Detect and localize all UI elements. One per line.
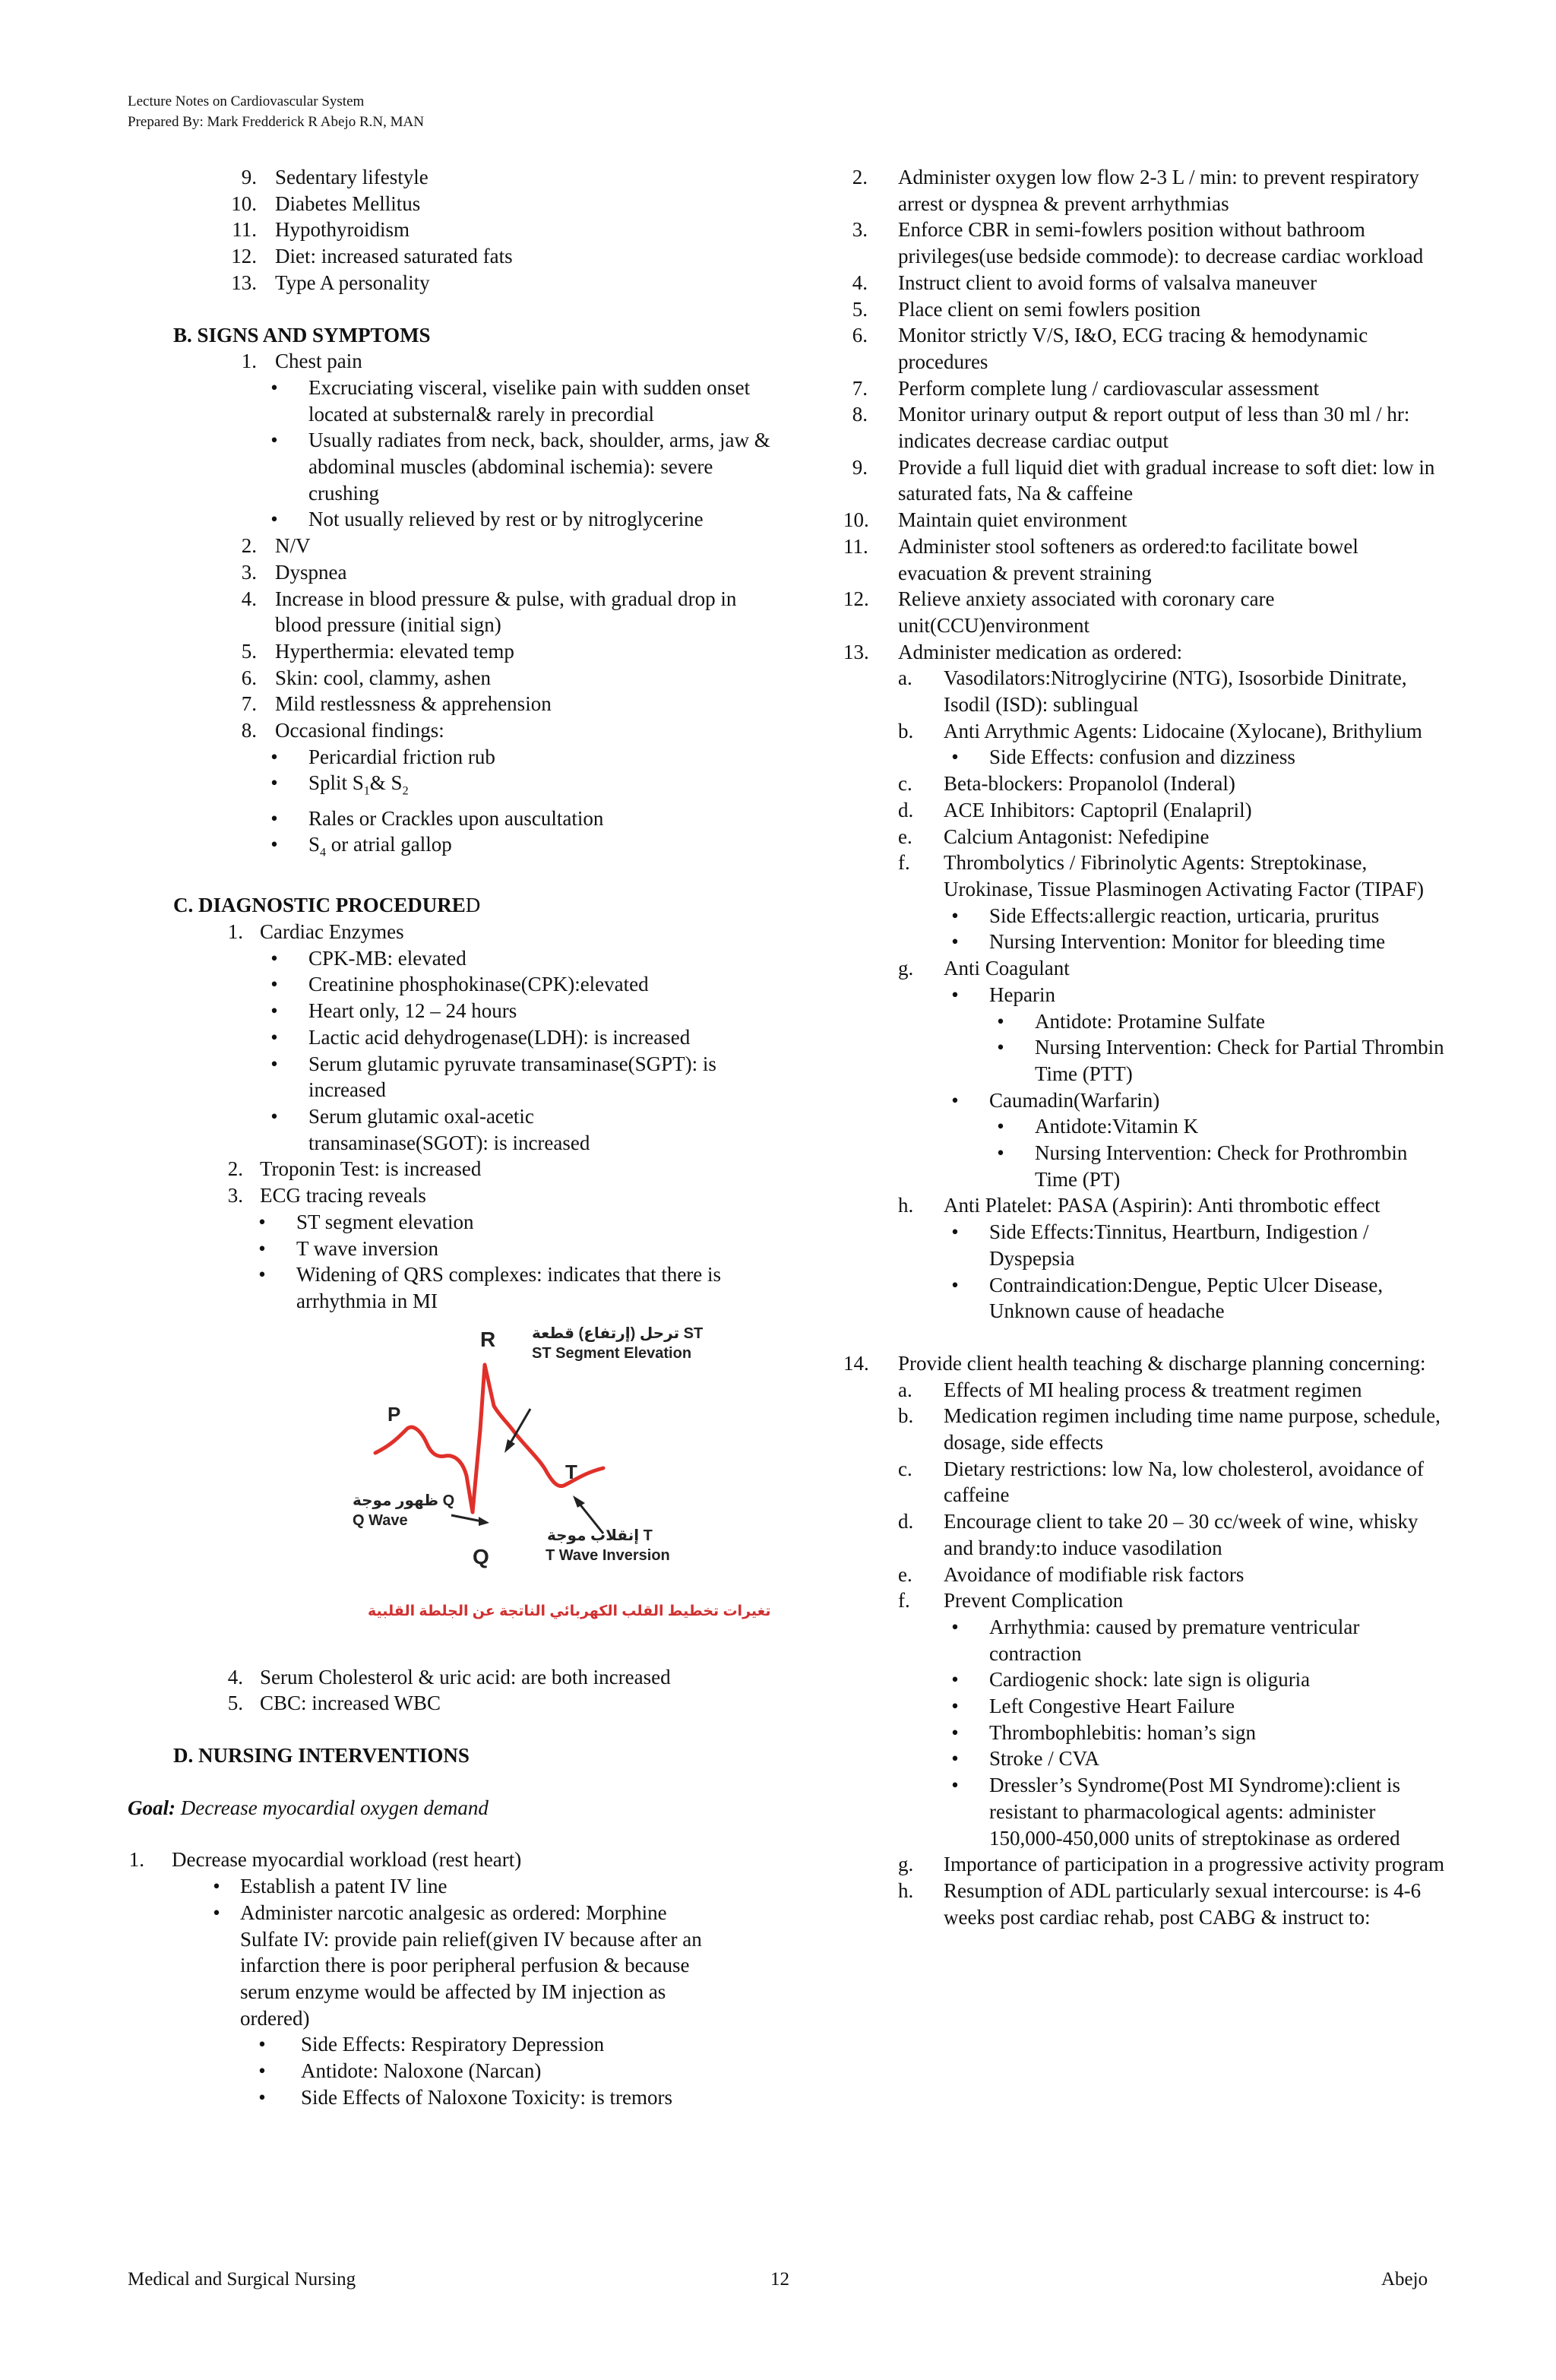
list-item: 1. Chest pain	[241, 350, 362, 373]
list-item: 2. Administer oxygen low flow 2-3 L / min: to prevent respiratory arrest or dyspnea & prevent arrhythmias	[852, 166, 1419, 215]
bullet-item: • Caumadin(Warfarin)	[843, 1087, 1451, 1114]
list-item: 3. Enforce CBR in semi-fowlers position without bathroom privileges(use bedside commode): to decrease cardiac workload	[852, 218, 1424, 268]
bullet-item: • Heparin	[843, 982, 1451, 1008]
bullet-item: • Lactic acid dehydrogenase(LDH): is increased	[128, 1024, 781, 1051]
bullet-item: • Side Effects of Naloxone Toxicity: is tremors	[128, 2084, 781, 2111]
bullet-item: • $S_4$ or atrial gallop	[128, 831, 781, 866]
bullet-item: • Widening of QRS complexes: indicates that there is arrhythmia in MI	[128, 1261, 781, 1314]
bullet-icon: •	[270, 1025, 278, 1049]
list-item: 10. Maintain quiet environment	[843, 508, 1127, 532]
bullet-icon: •	[951, 1220, 959, 1244]
ecg-label-t: T	[565, 1460, 577, 1483]
bullet-icon: •	[270, 946, 278, 970]
list-item: 4. Instruct client to avoid forms of valsalva maneuver	[852, 271, 1317, 294]
q-label-english: Q Wave	[353, 1511, 408, 1529]
list-item: 12. Relieve anxiety associated with coronary care unit(CCU)environment	[843, 587, 1275, 637]
bullet-item: • Establish a patent IV line	[128, 1873, 781, 1900]
bullet-item: • Usually radiates from neck, back, shoulder, arms, jaw & abdominal muscles (abdominal ischemia): severe crushing	[128, 427, 781, 506]
arrowhead-st	[504, 1439, 515, 1453]
list-item: 1. Cardiac Enzymes	[227, 920, 404, 944]
teach-item: d. Encourage client to take 20 – 30 cc/week of wine, whisky and brandy:to induce vasodilation	[898, 1510, 1418, 1559]
bullet-item: • Arrhythmia: caused by premature ventricular contraction	[843, 1614, 1451, 1666]
list-item: 2. N/V	[241, 534, 311, 558]
med-item: g. Anti Coagulant	[898, 957, 1070, 980]
med-item: e. Calcium Antagonist: Nefedipine	[898, 824, 1210, 848]
bullet-item: • Creatinine phosphokinase(CPK):elevated	[128, 971, 781, 998]
teach-item: a. Effects of MI healing process & treatment regimen	[898, 1378, 1362, 1401]
section-heading-diagnostic: C. DIAGNOSTIC PROCEDURED	[173, 894, 481, 917]
footer-left: Medical and Surgical Nursing	[128, 2269, 356, 2290]
teach-item: c. Dietary restrictions: low Na, low cholesterol, avoidance of caffeine	[898, 1457, 1425, 1507]
bullet-item: • Nursing Intervention: Check for Prothrombin Time (PT)	[843, 1140, 1451, 1192]
bullet-icon: •	[258, 2085, 266, 2109]
list-item: 6. Skin: cool, clammy, ashen	[241, 666, 491, 689]
page-header	[128, 91, 424, 132]
list-item: 13. Type A personality	[231, 271, 430, 294]
bullet-icon: •	[213, 1875, 220, 1898]
teach-item: b. Medication regimen including time name purpose, schedule, dosage, side effects	[898, 1404, 1441, 1454]
goal-statement: Goal: Decrease myocardial oxygen demand	[128, 1796, 489, 1819]
bullet-item: • Serum glutamic oxal-acetic transaminase(SGOT): is increased	[128, 1103, 781, 1156]
list-item: 7. Mild restlessness & apprehension	[241, 692, 552, 716]
st-label-english: ST Segment Elevation	[532, 1344, 692, 1362]
footer-right: Abejo	[1381, 2269, 1428, 2290]
ecg-mi-figure	[353, 1324, 824, 1658]
arrow-q	[451, 1515, 482, 1521]
list-item: 11. Hypothyroidism	[232, 218, 410, 242]
bullet-icon: •	[258, 1263, 266, 1287]
bullet-item: • Rales or Crackles upon auscultation	[128, 805, 781, 832]
bullet-icon: •	[258, 1210, 266, 1233]
bullet-icon: •	[951, 1774, 959, 1797]
list-item: 3. ECG tracing reveals	[227, 1184, 426, 1207]
bullet-item: • Left Congestive Heart Failure	[843, 1693, 1451, 1720]
bullet-icon: •	[951, 1747, 959, 1771]
list-item: 12. Diet: increased saturated fats	[231, 245, 513, 268]
bullet-icon: •	[951, 745, 959, 769]
list-item: 13. Administer medication as ordered:	[843, 640, 1183, 663]
med-item: b. Anti Arrythmic Agents: Lidocaine (Xylocane), Brithylium	[898, 719, 1422, 742]
bullet-icon: •	[270, 1104, 278, 1128]
bullet-icon: •	[997, 1141, 1004, 1165]
med-item: c. Beta-blockers: Propanolol (Inderal)	[898, 772, 1235, 796]
bullet-icon: •	[951, 1720, 959, 1744]
bullet-item: • Excruciating visceral, viselike pain with sudden onset located at substernal& rarely in precordial	[128, 375, 781, 427]
st-label-arabic: ترحل (إرتفاع) قطعة ST	[532, 1325, 704, 1342]
t-label-arabic: إنقلاب موجة T	[547, 1527, 653, 1544]
bullet-item: • Side Effects:allergic reaction, urticaria, pruritus	[843, 903, 1451, 929]
list-item: 5. CBC: increased WBC	[227, 1692, 441, 1715]
med-item: h. Anti Platelet: PASA (Aspirin): Anti thrombotic effect	[898, 1194, 1380, 1217]
list-item: 10. Diabetes Mellitus	[231, 191, 421, 215]
bullet-icon: •	[270, 508, 278, 531]
bullet-item: • Side Effects: confusion and dizziness	[843, 744, 1451, 771]
header-line-2: Prepared By: Mark Fredderick R Abejo R.N, MAN	[128, 114, 424, 130]
q-label-arabic: ظهور موجة Q	[353, 1492, 455, 1509]
bullet-icon: •	[270, 771, 278, 795]
list-item: 8. Monitor urinary output & report output of less than 30 ml / hr: indicates decrease cardiac output	[852, 403, 1410, 453]
list-item: 7. Perform complete lung / cardiovascular assessment	[852, 376, 1320, 400]
bullet-icon: •	[951, 904, 959, 927]
bullet-item: • Heart only, 12 – 24 hours	[128, 998, 781, 1024]
bullet-item: • Serum glutamic pyruvate transaminase(SGPT): is increased	[128, 1051, 781, 1103]
bullet-item: • Pericardial friction rub	[128, 744, 781, 771]
teach-item: h. Resumption of ADL particularly sexual intercourse: is 4-6 weeks post cardiac rehab, post CABG & instruct to:	[898, 1879, 1422, 1929]
bullet-item: • Nursing Intervention: Check for Partial Thrombin Time (PTT)	[843, 1034, 1451, 1087]
bullet-item: • Administer narcotic analgesic as ordered: Morphine Sulfate IV: provide pain relief(given IV because after an infarction there is poor peripheral perfusion & because serum enzyme would be affected by IM injection as ordered)	[128, 1900, 781, 2032]
list-item: 11. Administer stool softeners as ordered:to facilitate bowel evacuation & prevent straining	[843, 534, 1358, 584]
bullet-icon: •	[270, 999, 278, 1023]
ecg-label-q: Q	[473, 1544, 489, 1568]
bullet-icon: •	[951, 983, 959, 1006]
list-item: 1. Decrease myocardial workload (rest heart)	[128, 1848, 522, 1872]
bullet-item: • Thrombophlebitis: homan’s sign	[843, 1720, 1451, 1746]
bullet-item: • Antidote: Naloxone (Narcan)	[128, 2058, 781, 2084]
ecg-trace-line	[375, 1365, 603, 1512]
bullet-item: • Cardiogenic shock: late sign is oliguria	[843, 1666, 1451, 1693]
bullet-icon: •	[270, 833, 278, 856]
med-item: f. Thrombolytics / Fibrinolytic Agents: Streptokinase, Urokinase, Tissue Plasminogen Activating Factor (TIPAF)	[898, 851, 1424, 900]
bullet-item: • Antidote: Protamine Sulfate	[843, 1008, 1451, 1035]
list-item: 4. Increase in blood pressure & pulse, with gradual drop in blood pressure (initial sign)	[241, 587, 737, 637]
list-item: 8. Occasional findings:	[241, 719, 444, 742]
bullet-icon: •	[951, 1273, 959, 1296]
bullet-icon: •	[997, 1036, 1004, 1059]
bullet-item: • Side Effects: Respiratory Depression	[128, 2031, 781, 2058]
bullet-item: • ST segment elevation	[128, 1209, 781, 1236]
bullet-item: • Antidote:Vitamin K	[843, 1113, 1451, 1140]
bullet-item: • Contraindication:Dengue, Peptic Ulcer Disease, Unknown cause of headache	[843, 1272, 1451, 1325]
bullet-item: • T wave inversion	[128, 1236, 781, 1262]
teach-item: f. Prevent Complication	[898, 1589, 1124, 1613]
ecg-label-p: P	[387, 1402, 401, 1426]
t-label-english: T Wave Inversion	[546, 1546, 670, 1564]
list-item: 2. Troponin Test: is increased	[227, 1157, 482, 1181]
list-item: 9. Sedentary lifestyle	[241, 166, 429, 188]
section-heading-nursing: D. NURSING INTERVENTIONS	[173, 1744, 470, 1768]
header-line-1: Lecture Notes on Cardiovascular System	[128, 93, 365, 109]
bullet-icon: •	[258, 2033, 266, 2056]
list-item: 4. Serum Cholesterol & uric acid: are both increased	[227, 1665, 671, 1688]
list-item: 5. Place client on semi fowlers position	[852, 297, 1201, 321]
list-item: 14. Provide client health teaching & discharge planning concerning:	[843, 1351, 1426, 1375]
list-item: 6. Monitor strictly V/S, I&O, ECG tracing & hemodynamic procedures	[852, 324, 1368, 373]
page-number: 12	[770, 2269, 789, 2290]
bullet-icon: •	[997, 1009, 1004, 1033]
list-item: 3. Dyspnea	[241, 560, 347, 584]
bullet-icon: •	[258, 2059, 266, 2083]
section-heading-signs: B. SIGNS AND SYMPTOMS	[173, 323, 431, 347]
bullet-icon: •	[270, 429, 278, 452]
arrowhead-t	[573, 1495, 585, 1508]
bullet-icon: •	[270, 1052, 278, 1075]
bullet-item: • Side Effects:Tinnitus, Heartburn, Indigestion / Dyspepsia	[843, 1219, 1451, 1271]
bullet-icon: •	[270, 806, 278, 830]
bullet-icon: •	[951, 1668, 959, 1692]
bullet-icon: •	[951, 1615, 959, 1638]
list-item: 5. Hyperthermia: elevated temp	[241, 639, 514, 663]
bullet-item: • CPK-MB: elevated	[128, 945, 781, 972]
bullet-icon: •	[258, 1236, 266, 1260]
bullet-icon: •	[213, 1901, 220, 1924]
med-item: d. ACE Inhibitors: Captopril (Enalapril)	[898, 798, 1252, 821]
right-column	[843, 164, 1451, 1930]
bullet-icon: •	[951, 1695, 959, 1718]
bullet-icon: •	[270, 973, 278, 996]
teach-item: e. Avoidance of modifiable risk factors	[898, 1562, 1244, 1586]
bullet-item: • Split $S_1\&$ $S_2$	[128, 770, 781, 805]
bullet-icon: •	[270, 745, 278, 768]
ecg-label-r: R	[480, 1327, 496, 1351]
bullet-icon: •	[951, 1088, 959, 1112]
list-item: 9. Provide a full liquid diet with gradual increase to soft diet: low in saturated fats, Na & caffeine	[852, 455, 1435, 505]
arrowhead-q	[479, 1517, 489, 1526]
bullet-item: • Stroke / CVA	[843, 1745, 1451, 1772]
bullet-icon: •	[951, 930, 959, 954]
teach-item: g. Importance of participation in a progressive activity program	[898, 1853, 1445, 1876]
left-column	[128, 164, 781, 2110]
bullet-icon: •	[997, 1115, 1004, 1138]
bullet-item: • Dressler’s Syndrome(Post MI Syndrome):client is resistant to pharmacological agents: administer 150,000-450,000 units of streptokinase as ordered	[843, 1772, 1451, 1851]
bullet-item: • Nursing Intervention: Monitor for bleeding time	[843, 929, 1451, 955]
risk-factor-list	[128, 164, 781, 296]
med-item: a. Vasodilators:Nitroglycirine (NTG), Isosorbide Dinitrate, Isodil (ISD): sublingual	[898, 666, 1407, 717]
bullet-item: • Not usually relieved by rest or by nitroglycerine	[128, 506, 781, 533]
bullet-icon: •	[270, 375, 278, 399]
figure-caption: تغيرات تخطيط القلب الكهربائي الناتجة عن الجلطة القلبية	[368, 1603, 771, 1619]
